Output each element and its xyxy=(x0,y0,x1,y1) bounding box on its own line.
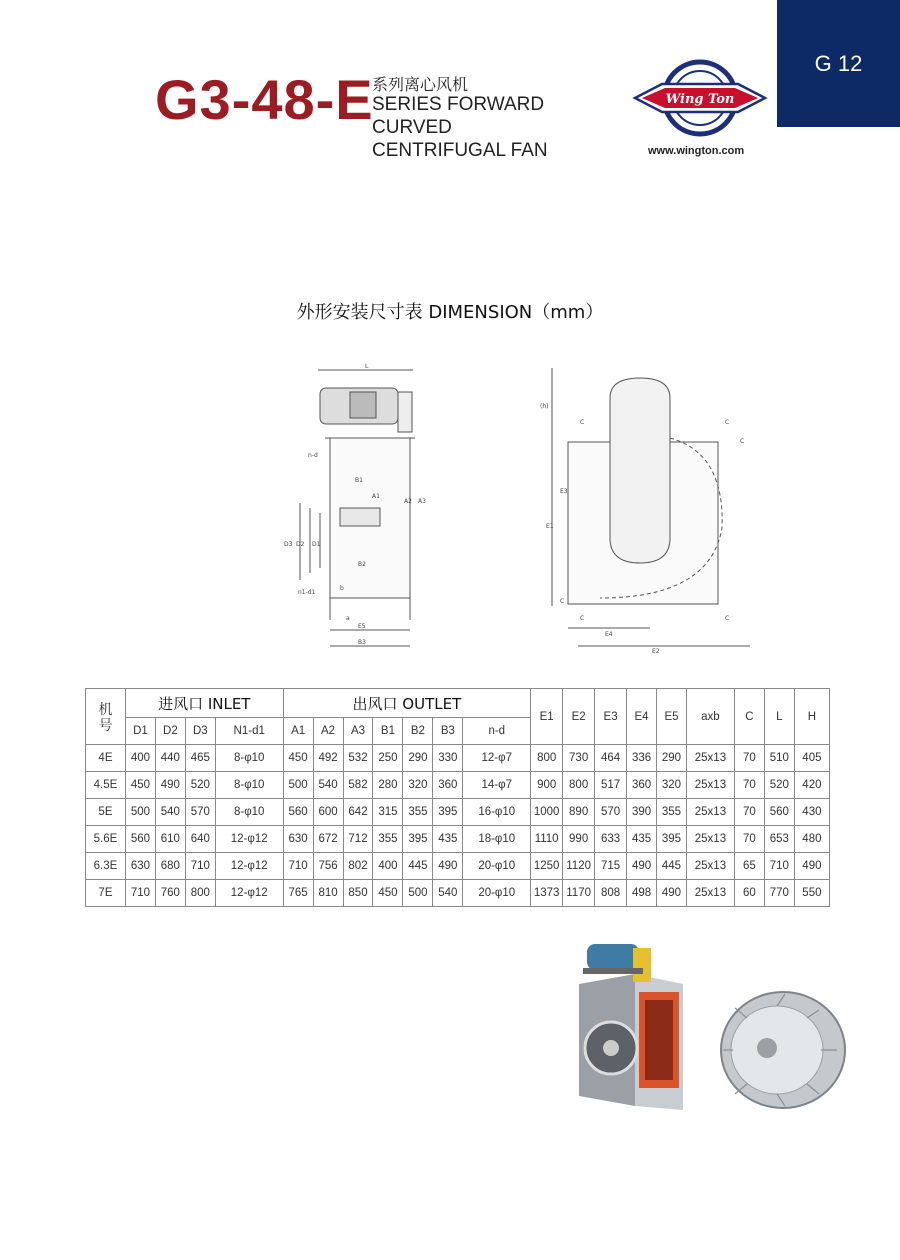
table-cell: 70 xyxy=(734,772,764,799)
svg-text:B1: B1 xyxy=(355,477,363,484)
table-cell: 450 xyxy=(283,745,313,772)
col-header: E3 xyxy=(595,689,627,745)
table-cell: 420 xyxy=(794,772,829,799)
table-cell: 570 xyxy=(185,799,215,826)
table-cell: 355 xyxy=(403,799,433,826)
svg-text:C: C xyxy=(725,419,730,426)
table-cell: 400 xyxy=(125,745,155,772)
table-cell: 465 xyxy=(185,745,215,772)
subtitle-en-line2: CENTRIFUGAL FAN xyxy=(372,140,548,161)
website-link[interactable]: www.wington.com xyxy=(648,145,745,157)
table-cell: 600 xyxy=(313,799,343,826)
table-cell: 390 xyxy=(627,799,657,826)
svg-text:E3: E3 xyxy=(560,488,568,495)
table-cell: 8-φ10 xyxy=(215,772,283,799)
table-cell: 630 xyxy=(283,826,313,853)
svg-text:E4: E4 xyxy=(605,631,613,638)
table-cell: 500 xyxy=(403,880,433,907)
col-header: A2 xyxy=(313,718,343,745)
dimension-title: 外形安装尺寸表 DIMENSION（mm） xyxy=(296,302,604,323)
col-header: L xyxy=(764,689,794,745)
table-cell: 8-φ10 xyxy=(215,799,283,826)
col-header: H xyxy=(794,689,829,745)
svg-text:D1: D1 xyxy=(312,541,321,548)
table-cell: 60 xyxy=(734,880,764,907)
svg-text:L: L xyxy=(365,363,369,370)
table-cell: 280 xyxy=(373,772,403,799)
col-header: n-d xyxy=(463,718,531,745)
svg-text:E5: E5 xyxy=(358,623,366,630)
table-cell: 850 xyxy=(343,880,373,907)
svg-text:B2: B2 xyxy=(358,561,366,568)
table-cell: 25x13 xyxy=(686,826,734,853)
table-cell: 498 xyxy=(627,880,657,907)
table-cell: 360 xyxy=(627,772,657,799)
dimension-table xyxy=(85,688,830,907)
svg-text:C: C xyxy=(580,419,585,426)
subtitle-en-line1: SERIES FORWARD CURVED xyxy=(372,94,545,138)
table-cell: 16-φ10 xyxy=(463,799,531,826)
table-cell: 500 xyxy=(283,772,313,799)
model-title: G3-48-E xyxy=(155,68,374,131)
table-cell: 582 xyxy=(343,772,373,799)
svg-text:A1: A1 xyxy=(372,493,380,500)
table-cell: 12-φ12 xyxy=(215,880,283,907)
table-cell: 540 xyxy=(155,799,185,826)
table-row xyxy=(86,853,830,880)
table-cell: 560 xyxy=(764,799,794,826)
table-cell: 330 xyxy=(433,745,463,772)
table-cell: 1120 xyxy=(563,853,595,880)
outlet-group-header: 出风口 OUTLET xyxy=(283,689,531,718)
col-header: E5 xyxy=(657,689,687,745)
svg-text:B3: B3 xyxy=(358,639,366,646)
svg-text:D3: D3 xyxy=(284,541,293,548)
table-cell: 800 xyxy=(185,880,215,907)
table-cell: 490 xyxy=(155,772,185,799)
table-cell: 445 xyxy=(403,853,433,880)
table-cell: 900 xyxy=(531,772,563,799)
svg-text:E2: E2 xyxy=(652,648,660,655)
table-cell: 710 xyxy=(125,880,155,907)
table-cell: 540 xyxy=(433,880,463,907)
table-cell: 560 xyxy=(125,826,155,853)
table-cell: 25x13 xyxy=(686,880,734,907)
col-header: C xyxy=(734,689,764,745)
table-cell: 540 xyxy=(313,772,343,799)
table-cell: 395 xyxy=(657,826,687,853)
table-cell: 800 xyxy=(563,772,595,799)
logo-brand-text: Wing Ton xyxy=(665,92,735,107)
table-cell: 8-φ10 xyxy=(215,745,283,772)
table-cell: 25x13 xyxy=(686,853,734,880)
table-cell: 20-φ10 xyxy=(463,880,531,907)
col-header: B2 xyxy=(403,718,433,745)
svg-text:E1: E1 xyxy=(546,523,554,530)
col-header: axb xyxy=(686,689,734,745)
table-cell: 1250 xyxy=(531,853,563,880)
model-number-cell: 4E xyxy=(86,745,126,772)
table-cell: 517 xyxy=(595,772,627,799)
table-row xyxy=(86,799,830,826)
table-cell: 435 xyxy=(627,826,657,853)
table-cell: 492 xyxy=(313,745,343,772)
table-cell: 680 xyxy=(155,853,185,880)
dimension-drawing xyxy=(270,358,790,660)
table-cell: 633 xyxy=(595,826,627,853)
table-cell: 710 xyxy=(764,853,794,880)
table-cell: 770 xyxy=(764,880,794,907)
svg-text:C: C xyxy=(740,438,745,445)
table-cell: 765 xyxy=(283,880,313,907)
col-header: D2 xyxy=(155,718,185,745)
svg-text:A3: A3 xyxy=(418,498,426,505)
svg-text:C: C xyxy=(580,615,585,622)
table-cell: 405 xyxy=(794,745,829,772)
table-cell: 490 xyxy=(627,853,657,880)
table-row xyxy=(86,880,830,907)
table-cell: 500 xyxy=(125,799,155,826)
table-cell: 70 xyxy=(734,826,764,853)
model-number-header: 机 号 xyxy=(86,689,126,745)
svg-text:a: a xyxy=(346,615,350,622)
table-cell: 715 xyxy=(595,853,627,880)
table-cell: 18-φ10 xyxy=(463,826,531,853)
table-cell: 355 xyxy=(657,799,687,826)
page-code-tab: G 12 xyxy=(777,0,900,127)
table-cell: 710 xyxy=(283,853,313,880)
model-number-cell: 5.6E xyxy=(86,826,126,853)
table-cell: 70 xyxy=(734,745,764,772)
svg-text:D2: D2 xyxy=(296,541,305,548)
table-cell: 290 xyxy=(403,745,433,772)
table-cell: 570 xyxy=(595,799,627,826)
table-cell: 14-φ7 xyxy=(463,772,531,799)
col-header: N1-d1 xyxy=(215,718,283,745)
table-cell: 550 xyxy=(794,880,829,907)
table-cell: 12-φ12 xyxy=(215,826,283,853)
table-cell: 560 xyxy=(283,799,313,826)
svg-text:C: C xyxy=(560,598,565,605)
table-cell: 1373 xyxy=(531,880,563,907)
table-cell: 990 xyxy=(563,826,595,853)
table-cell: 12-φ12 xyxy=(215,853,283,880)
col-header: A1 xyxy=(283,718,313,745)
table-cell: 25x13 xyxy=(686,745,734,772)
wington-logo-icon xyxy=(632,58,768,138)
table-cell: 490 xyxy=(794,853,829,880)
table-cell: 1110 xyxy=(531,826,563,853)
model-number-cell: 4.5E xyxy=(86,772,126,799)
table-cell: 490 xyxy=(433,853,463,880)
table-cell: 642 xyxy=(343,799,373,826)
fan-product-photo xyxy=(575,938,855,1110)
table-cell: 65 xyxy=(734,853,764,880)
table-cell: 480 xyxy=(794,826,829,853)
model-number-cell: 6.3E xyxy=(86,853,126,880)
col-header: B3 xyxy=(433,718,463,745)
table-cell: 440 xyxy=(155,745,185,772)
col-header: D1 xyxy=(125,718,155,745)
table-cell: 800 xyxy=(531,745,563,772)
col-header: B1 xyxy=(373,718,403,745)
table-cell: 70 xyxy=(734,799,764,826)
subtitle-cn: 系列离心风机 xyxy=(372,75,469,94)
table-row xyxy=(86,826,830,853)
table-row xyxy=(86,772,830,799)
table-cell: 808 xyxy=(595,880,627,907)
table-cell: 630 xyxy=(125,853,155,880)
table-cell: 320 xyxy=(657,772,687,799)
table-cell: 430 xyxy=(794,799,829,826)
table-cell: 20-φ10 xyxy=(463,853,531,880)
table-cell: 450 xyxy=(125,772,155,799)
table-cell: 355 xyxy=(373,826,403,853)
table-cell: 890 xyxy=(563,799,595,826)
table-cell: 250 xyxy=(373,745,403,772)
table-cell: 25x13 xyxy=(686,772,734,799)
table-cell: 610 xyxy=(155,826,185,853)
table-body xyxy=(86,745,830,907)
col-header: E4 xyxy=(627,689,657,745)
table-cell: 315 xyxy=(373,799,403,826)
table-row xyxy=(86,745,830,772)
svg-text:C: C xyxy=(725,615,730,622)
table-cell: 445 xyxy=(657,853,687,880)
svg-text:(h): (h) xyxy=(540,403,549,410)
svg-text:A2: A2 xyxy=(404,498,412,505)
table-cell: 760 xyxy=(155,880,185,907)
table-cell: 450 xyxy=(373,880,403,907)
svg-text:n-d: n-d xyxy=(308,452,318,459)
col-header: D3 xyxy=(185,718,215,745)
table-cell: 490 xyxy=(657,880,687,907)
table-cell: 464 xyxy=(595,745,627,772)
table-cell: 653 xyxy=(764,826,794,853)
table-cell: 730 xyxy=(563,745,595,772)
table-cell: 395 xyxy=(403,826,433,853)
table-cell: 510 xyxy=(764,745,794,772)
table-cell: 12-φ7 xyxy=(463,745,531,772)
table-cell: 802 xyxy=(343,853,373,880)
subtitle-en xyxy=(372,93,622,162)
table-cell: 520 xyxy=(764,772,794,799)
table-cell: 710 xyxy=(185,853,215,880)
table-cell: 532 xyxy=(343,745,373,772)
table-cell: 672 xyxy=(313,826,343,853)
table-cell: 395 xyxy=(433,799,463,826)
table-cell: 1170 xyxy=(563,880,595,907)
table-cell: 756 xyxy=(313,853,343,880)
table-cell: 336 xyxy=(627,745,657,772)
table-cell: 360 xyxy=(433,772,463,799)
svg-text:b: b xyxy=(340,585,344,592)
table-cell: 400 xyxy=(373,853,403,880)
inlet-group-header: 进风口 INLET xyxy=(125,689,283,718)
svg-text:n1-d1: n1-d1 xyxy=(298,589,316,596)
col-header: E1 xyxy=(531,689,563,745)
model-number-cell: 7E xyxy=(86,880,126,907)
table-cell: 290 xyxy=(657,745,687,772)
table-cell: 520 xyxy=(185,772,215,799)
table-cell: 810 xyxy=(313,880,343,907)
table-cell: 640 xyxy=(185,826,215,853)
table-cell: 25x13 xyxy=(686,799,734,826)
table-cell: 320 xyxy=(403,772,433,799)
table-cell: 712 xyxy=(343,826,373,853)
col-header: E2 xyxy=(563,689,595,745)
col-header: A3 xyxy=(343,718,373,745)
model-number-cell: 5E xyxy=(86,799,126,826)
table-cell: 1000 xyxy=(531,799,563,826)
table-cell: 435 xyxy=(433,826,463,853)
